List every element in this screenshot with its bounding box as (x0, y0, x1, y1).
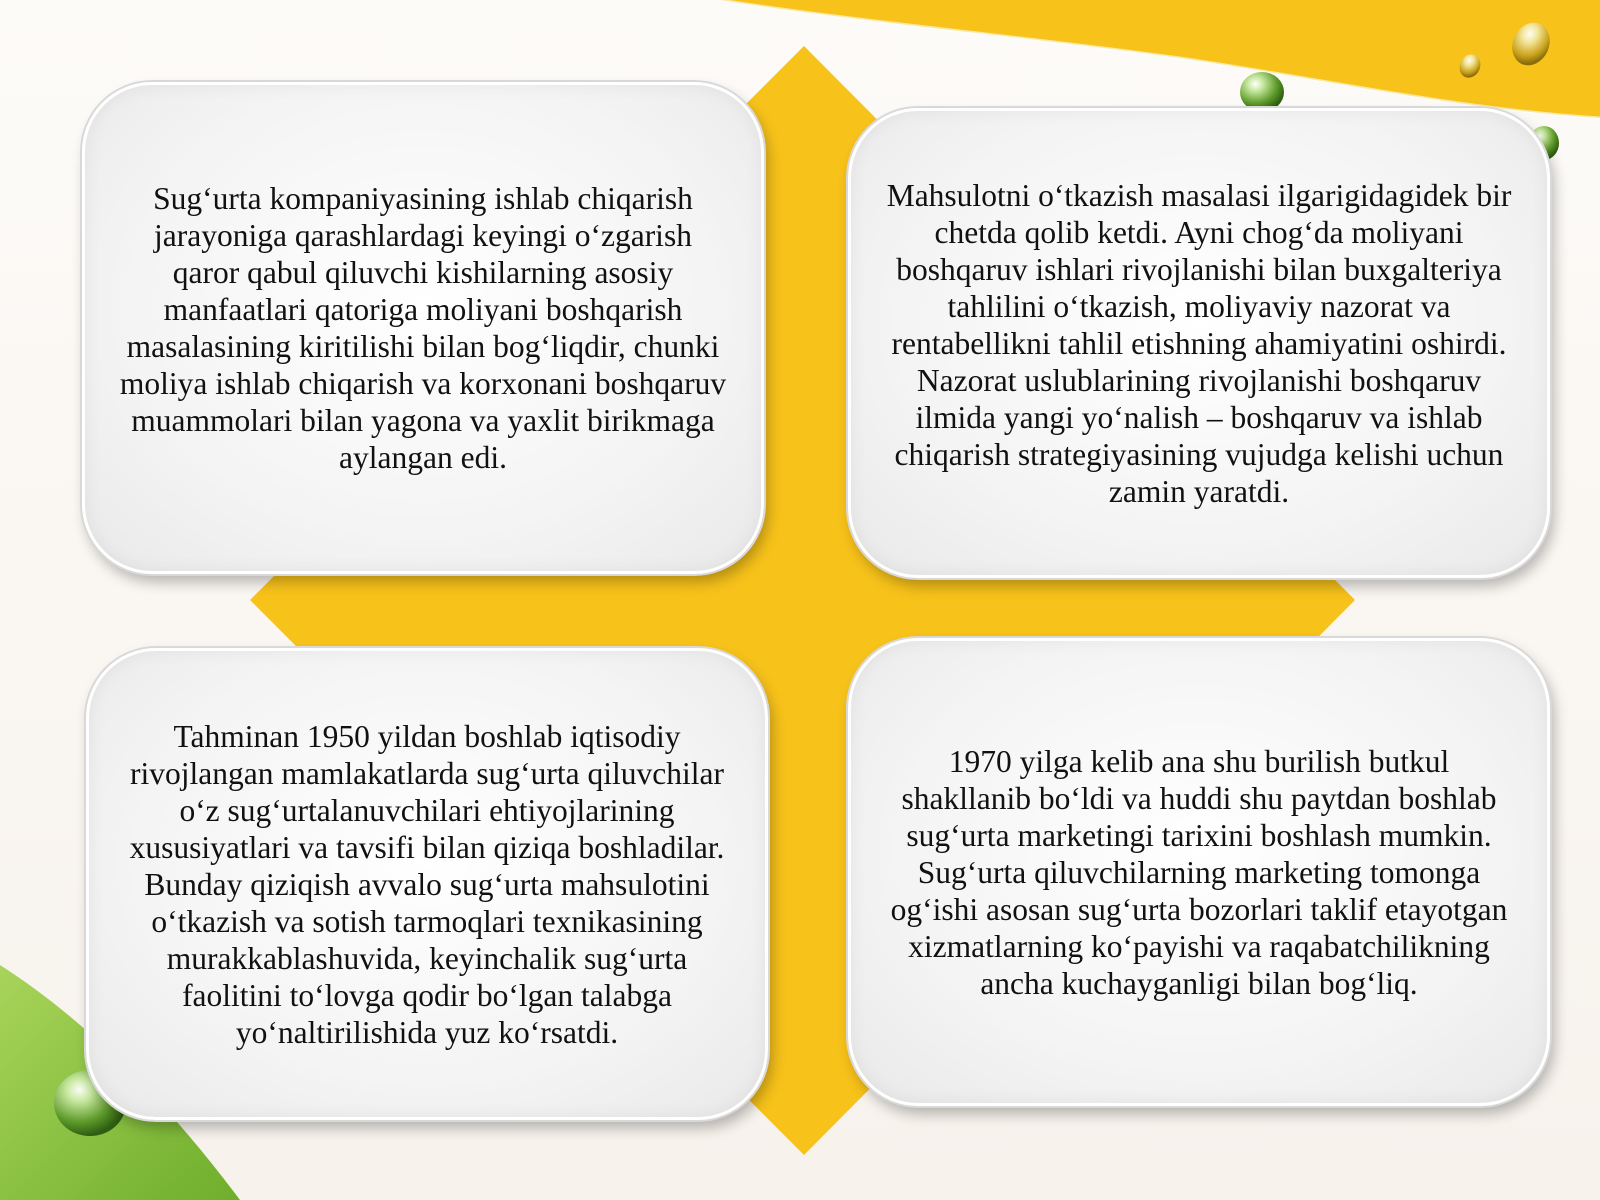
card-1-text: Sug‘urta kompaniyasining ishlab chiqarish jarayoniga qarashlardagi keyingi o‘zgarish qaror qabul qiluvchi kishilarning asosiy manfaatlari qatoriga moliyani boshqarish masalasining kiritilishi bilan bog‘liqdir, chunki moliya ishlab chiqarish va korxonani boshqaruv muammolari bilan yagona va yaxlit birikmaga aylangan edi. (119, 181, 727, 475)
text-card-1 (82, 82, 764, 574)
card-2-text: Mahsulotni o‘tkazish masalasi ilgarigidagidek bir chetda qolib ketdi. Ayni chog‘da moliyani boshqaruv ishlari rivojlanishi bilan buxgalteriya tahlilini o‘tkazish, moliyaviy nazorat va rentabellikni tahlil etishning ahamiyatini oshirdi. Nazorat uslublarining rivojlanishi boshqaruv ilmida yangi yo‘nalish – boshqaruv va ishlab chiqarish strategiyasining vujudga kelishi uchun zamin yaratdi. (886, 177, 1512, 509)
card-3-text: Tahminan 1950 yildan boshlab iqtisodiy rivojlangan mamlakatlarda sug‘urta qiluvchilar o‘z sug‘urtalanuvchilari ehtiyojlarining xususiyatlari va tavsifi bilan qiziqa boshladilar. Bunday qiziqish avvalo sug‘urta mahsulotini o‘tkazish va sotish tarmoqlari texnikasining murakkablashuvida, keyinchalik sug‘urta faolitini to‘lovga qodir bo‘lgan talabga yo‘naltirilishida yuz ko‘rsatdi. (129, 718, 725, 1050)
text-card-3 (86, 648, 768, 1120)
text-card-4 (848, 638, 1550, 1106)
text-card-2 (848, 108, 1550, 578)
card-4-text: 1970 yilga kelib ana shu burilish butkul shakllanib bo‘ldi va huddi shu paytdan boshlab sug‘urta marketingi tarixini boshlash mumkin. Sug‘urta qiluvchilarning marketing tomonga og‘ishi asosan sug‘urta bozorlari taklif etayotgan xizmatlarning ko‘payishi va raqabatchilikning ancha kuchayganligi bilan bog‘liq. (890, 743, 1508, 1001)
water-drop-icon (1240, 72, 1284, 112)
